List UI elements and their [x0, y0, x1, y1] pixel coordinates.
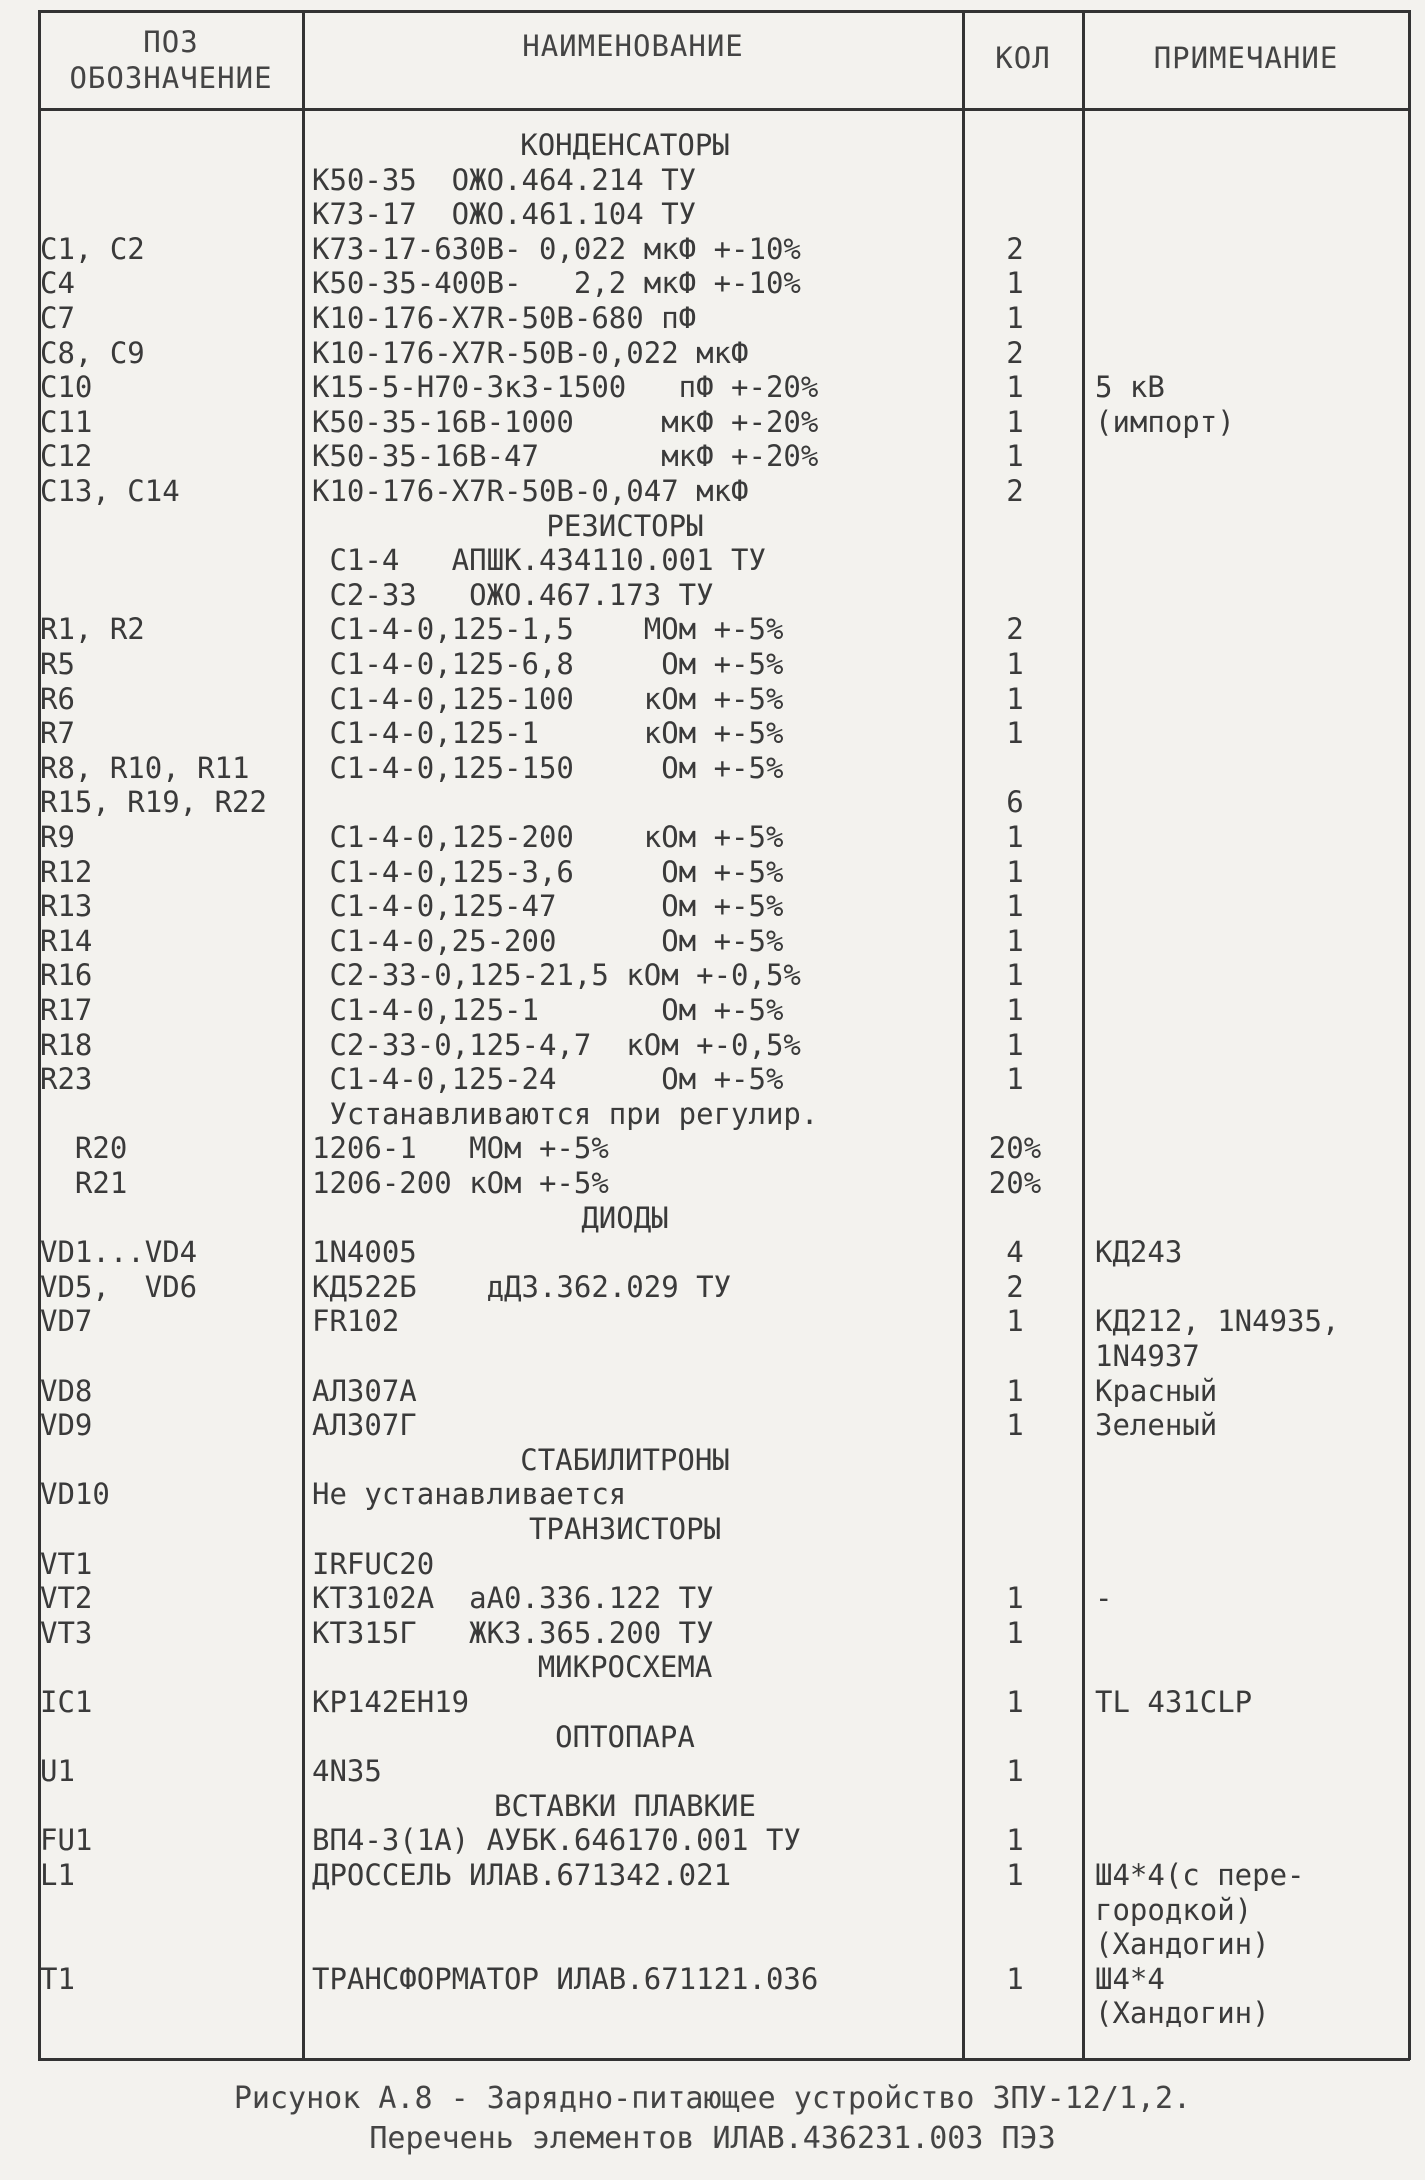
table-row [0, 855, 1425, 889]
table-row [0, 1097, 1425, 1131]
item-quantity: 1 [1006, 1754, 1024, 1789]
item-name: С1-4-0,125-1,5 МОм +-5% [312, 612, 784, 647]
item-name: КОНДЕНСАТОРЫ [520, 128, 730, 162]
table-row [0, 1166, 1425, 1200]
item-quantity: 2 [1006, 335, 1024, 370]
table-row [0, 924, 1425, 958]
table-row [0, 1374, 1425, 1408]
position-designator: R7 [40, 716, 75, 751]
item-name: С1-4-0,125-150 Ом +-5% [312, 750, 784, 785]
item-quantity: 1 [1006, 404, 1024, 439]
table-row [0, 370, 1425, 404]
item-note: Ш4*4(с пере- [1095, 1858, 1305, 1892]
item-name: С1-4-0,125-1 кОм +-5% [312, 716, 784, 751]
position-designator: VD9 [40, 1408, 93, 1443]
item-note: Красный [1095, 1373, 1218, 1408]
item-quantity: 4 [1006, 1235, 1024, 1270]
item-name: Устанавливаются при регулир. [312, 1096, 819, 1131]
item-name: ВСТАВКИ ПЛАВКИЕ [494, 1788, 756, 1823]
header-name: НАИМЕНОВАНИЕ [522, 29, 744, 63]
table-row [0, 820, 1425, 854]
item-quantity: 1 [1006, 820, 1024, 854]
item-quantity: 2 [1006, 1269, 1024, 1304]
position-designator: C12 [40, 439, 93, 474]
item-quantity: 2 [1006, 231, 1024, 266]
item-name: К50-35-16В-1000 мкФ +-20% [312, 404, 819, 439]
table-row [0, 1962, 1425, 1996]
position-designator: VT2 [40, 1581, 93, 1616]
item-quantity: 1 [1006, 1062, 1024, 1097]
table-row [0, 1408, 1425, 1442]
table-row [0, 751, 1425, 785]
position-designator: VD1...VD4 [40, 1235, 198, 1270]
table-row [0, 336, 1425, 370]
table-row [0, 1304, 1425, 1338]
position-designator: R12 [40, 854, 93, 889]
position-designator: C10 [40, 370, 93, 405]
item-quantity: 1 [1006, 854, 1024, 889]
item-quantity: 1 [1006, 1615, 1024, 1650]
position-designator: VT3 [40, 1615, 93, 1650]
item-quantity: 20% [988, 1166, 1042, 1200]
table-row [0, 405, 1425, 439]
table-row [0, 958, 1425, 992]
item-quantity: 1 [1006, 266, 1024, 301]
item-quantity: 1 [1006, 1027, 1024, 1062]
item-name: ТРАНЗИСТОРЫ [528, 1512, 722, 1546]
item-quantity: 20% [988, 1131, 1042, 1166]
position-designator: C4 [40, 266, 75, 301]
table-row [0, 1823, 1425, 1857]
item-name: С1-4-0,125-47 Ом +-5% [312, 889, 784, 924]
position-designator: R9 [40, 820, 75, 854]
item-note: КД212, 1N4935, [1095, 1304, 1340, 1339]
table-row [0, 197, 1425, 231]
table-row [0, 993, 1425, 1027]
item-note: 1N4937 [1095, 1339, 1200, 1373]
position-designator: VD5, VD6 [40, 1269, 198, 1304]
item-name: СТАБИЛИТРОНЫ [520, 1442, 730, 1477]
item-note: - [1095, 1581, 1113, 1616]
table-row [0, 1547, 1425, 1581]
table-row [0, 1235, 1425, 1269]
item-quantity: 1 [1006, 301, 1024, 335]
table-row [0, 1477, 1425, 1511]
position-designator: C7 [40, 301, 75, 335]
table-row [0, 612, 1425, 646]
position-designator: C8, C9 [40, 335, 145, 370]
item-name: ТРАНСФОРМАТОР ИЛАВ.671121.036 [312, 1961, 819, 1996]
item-name: IRFUC20 [312, 1546, 435, 1581]
position-designator: R15, R19, R22 [40, 785, 267, 820]
item-name: К50-35-16В-47 мкФ +-20% [312, 439, 819, 474]
item-note: (импорт) [1095, 404, 1235, 439]
table-top-border [38, 10, 1410, 13]
position-designator: C13, C14 [40, 474, 180, 508]
position-designator: VD7 [40, 1304, 93, 1339]
position-designator: R1, R2 [40, 612, 145, 647]
position-designator: L1 [40, 1858, 75, 1892]
item-quantity: 2 [1006, 474, 1024, 508]
table-row [0, 474, 1425, 508]
item-name: КТ315Г ЖК3.365.200 ТУ [312, 1615, 714, 1650]
item-name: МИКРОСХЕМА [537, 1650, 713, 1685]
item-name: С1-4-0,125-1 Ом +-5% [312, 993, 784, 1027]
position-designator: R23 [40, 1062, 93, 1097]
item-name: С1-4-0,125-200 кОм +-5% [312, 820, 784, 854]
item-name: 1N4005 [312, 1235, 417, 1270]
position-designator: FU1 [40, 1823, 93, 1858]
position-designator: R16 [40, 958, 93, 993]
item-quantity: 2 [1006, 612, 1024, 647]
figure-caption-line2: Перечень элементов ИЛАВ.436231.003 ПЭЗ [369, 2121, 1056, 2156]
item-quantity: 1 [1006, 1373, 1024, 1408]
header-bottom-border [38, 108, 1410, 111]
item-name: С2-33 ОЖО.467.173 ТУ [312, 577, 714, 612]
item-quantity: 1 [1006, 889, 1024, 924]
item-name: ОПТОПАРА [555, 1719, 695, 1754]
item-quantity: 1 [1006, 958, 1024, 993]
item-quantity: 1 [1006, 1581, 1024, 1616]
item-name: С1-4-0,125-6,8 Ом +-5% [312, 647, 784, 681]
item-name: С1-4-0,125-100 кОм +-5% [312, 681, 784, 716]
item-name: ДИОДЫ [581, 1200, 669, 1235]
item-note: Ш4*4 [1095, 1961, 1165, 1996]
table-row [0, 1339, 1425, 1373]
table-row [0, 439, 1425, 473]
item-quantity: 1 [1006, 370, 1024, 405]
item-name: ВП4-3(1А) АУБК.646170.001 ТУ [312, 1823, 801, 1858]
position-designator: VD10 [40, 1477, 110, 1512]
item-name: КР142ЕН19 [312, 1685, 470, 1719]
table-row [0, 1685, 1425, 1719]
position-designator: R14 [40, 923, 93, 958]
table-row [0, 1270, 1425, 1304]
item-name: 1206-1 МОм +-5% [312, 1131, 609, 1166]
position-designator: R13 [40, 889, 93, 924]
item-name: С1-4-0,25-200 Ом +-5% [312, 923, 784, 958]
table-row [0, 543, 1425, 577]
item-name: КТ3102А аА0.336.122 ТУ [312, 1581, 714, 1616]
table-row [0, 301, 1425, 335]
position-designator: VT1 [40, 1546, 93, 1581]
position-designator: R6 [40, 681, 75, 716]
item-name: К15-5-Н70-3к3-1500 пФ +-20% [312, 370, 819, 405]
section-heading-row [0, 1201, 1425, 1235]
item-name: 1206-200 кОм +-5% [312, 1166, 609, 1200]
position-designator: R8, R10, R11 [40, 750, 250, 785]
item-note: городкой) [1095, 1892, 1253, 1927]
table-bottom-border [38, 2058, 1410, 2061]
item-name: С1-4-0,125-3,6 Ом +-5% [312, 854, 784, 889]
position-designator: U1 [40, 1754, 75, 1789]
table-row [0, 785, 1425, 819]
item-name: К50-35-400В- 2,2 мкФ +-10% [312, 266, 801, 301]
item-note: (Хандогин) [1095, 1927, 1270, 1962]
section-heading-row [0, 1789, 1425, 1823]
header-pos: ПОЗ ОБОЗНАЧЕНИЕ [69, 25, 273, 95]
item-quantity: 1 [1006, 1858, 1024, 1892]
header-note: ПРИМЕЧАНИЕ [1153, 41, 1339, 75]
item-quantity: 1 [1006, 439, 1024, 474]
item-name: АЛ307А [312, 1373, 417, 1408]
header-qty: КОЛ [995, 41, 1051, 75]
section-heading-row [0, 1650, 1425, 1684]
item-name: С1-4-0,125-24 Ом +-5% [312, 1062, 784, 1097]
table-row [0, 647, 1425, 681]
section-heading-row [0, 128, 1425, 162]
item-note: 5 кВ [1095, 370, 1165, 405]
table-row [0, 1754, 1425, 1788]
item-quantity: 1 [1006, 923, 1024, 958]
position-designator: IC1 [40, 1685, 93, 1719]
item-name: К10-176-X7R-50В-0,022 мкФ [312, 335, 749, 370]
item-note: TL 431CLP [1095, 1685, 1253, 1719]
table-row [0, 1581, 1425, 1615]
table-row [0, 1616, 1425, 1650]
item-quantity: 1 [1006, 681, 1024, 716]
table-row [0, 1893, 1425, 1927]
table-row [0, 578, 1425, 612]
table-row [0, 163, 1425, 197]
item-name: С2-33-0,125-21,5 кОм +-0,5% [312, 958, 801, 993]
item-name: К10-176-X7R-50В-0,047 мкФ [312, 474, 749, 508]
item-note: (Хандогин) [1095, 1996, 1270, 2031]
item-name: К50-35 ОЖО.464.214 ТУ [312, 162, 697, 197]
item-quantity: 6 [1006, 785, 1024, 820]
item-name: К73-17 ОЖО.461.104 ТУ [312, 197, 697, 232]
table-row [0, 889, 1425, 923]
table-row [0, 266, 1425, 300]
table-row [0, 1131, 1425, 1165]
section-heading-row [0, 1512, 1425, 1546]
table-row [0, 232, 1425, 266]
table-row [0, 716, 1425, 750]
section-heading-row [0, 509, 1425, 543]
position-designator: R17 [40, 993, 93, 1027]
item-quantity: 1 [1006, 1823, 1024, 1858]
table-row [0, 1996, 1425, 2030]
position-designator: R20 [40, 1131, 128, 1166]
item-name: ДРОССЕЛЬ ИЛАВ.671342.021 [312, 1858, 732, 1892]
item-quantity: 1 [1006, 993, 1024, 1027]
position-designator: R5 [40, 647, 75, 681]
item-name: АЛ307Г [312, 1408, 417, 1443]
item-quantity: 1 [1006, 1304, 1024, 1339]
item-name: К10-176-X7R-50В-680 пФ [312, 301, 697, 335]
table-row [0, 1927, 1425, 1961]
section-heading-row [0, 1720, 1425, 1754]
item-quantity: 1 [1006, 1408, 1024, 1443]
position-designator: R18 [40, 1027, 93, 1062]
item-quantity: 1 [1006, 1685, 1024, 1719]
section-heading-row [0, 1443, 1425, 1477]
position-designator: R21 [40, 1166, 128, 1200]
item-name: КД522Б дД3.362.029 ТУ [312, 1269, 732, 1304]
table-row [0, 1858, 1425, 1892]
item-name: Не устанавливается [312, 1477, 627, 1512]
item-name: С1-4 АПШК.434110.001 ТУ [312, 543, 766, 578]
position-designator: VD8 [40, 1373, 93, 1408]
table-row [0, 1062, 1425, 1096]
item-note: Зеленый [1095, 1408, 1218, 1443]
position-designator: C11 [40, 404, 93, 439]
item-name: 4N35 [312, 1754, 382, 1789]
item-name: С2-33-0,125-4,7 кОм +-0,5% [312, 1027, 801, 1062]
table-row [0, 1028, 1425, 1062]
item-note: КД243 [1095, 1235, 1183, 1270]
position-designator: C1, C2 [40, 231, 145, 266]
figure-caption-line1: Рисунок А.8 - Зарядно-питающее устройство ЗПУ-12/1,2. [233, 2081, 1192, 2116]
item-name: К73-17-630В- 0,022 мкФ +-10% [312, 231, 801, 266]
item-name: FR102 [312, 1304, 400, 1339]
item-quantity: 1 [1006, 647, 1024, 681]
position-designator: T1 [40, 1961, 75, 1996]
item-quantity: 1 [1006, 716, 1024, 751]
item-quantity: 1 [1006, 1961, 1024, 1996]
table-row [0, 682, 1425, 716]
item-name: РЕЗИСТОРЫ [546, 508, 704, 543]
